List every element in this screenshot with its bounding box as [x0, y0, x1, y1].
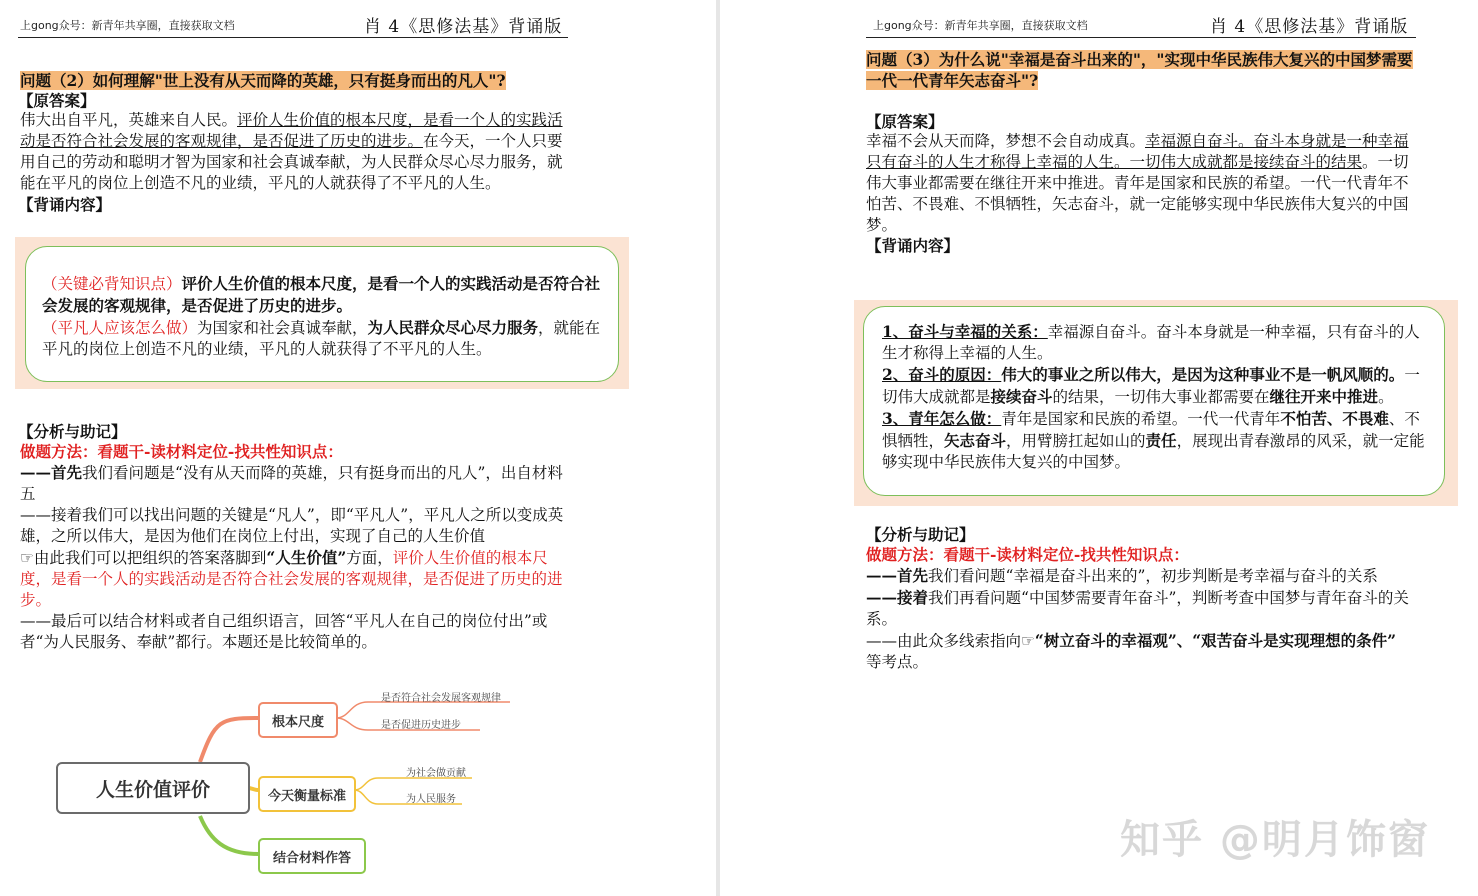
answer-text: 幸福不会从天而降，梦想不会自动成真。幸福源自奋斗。奋斗本身就是一种幸福只有奋斗的人生才称得上幸福的人生。一切伟大成就都是接续奋斗的结果。一切伟大事业都需要在继往开来中推进。青年是国家和民族的希望。一代一代青年不怕苦、不畏难、不惧牺牲，矢志奋斗，就一定能够实现中华民族伟大复兴的中国梦。	[866, 132, 1409, 234]
question-title: 问题（2）如何理解"世上没有从天而降的英雄，只有挺身而出的凡人"?	[20, 71, 506, 90]
connector-root-n3	[200, 816, 258, 854]
mindmap-leaf: 是否符合社会发展客观规律	[381, 693, 501, 704]
recite-label: 【背诵内容】	[866, 236, 960, 255]
mindmap-leaf: 为人民服务	[406, 794, 456, 805]
recite-label: 【背诵内容】	[18, 195, 112, 214]
analysis-label: 【分析与助记】	[18, 422, 127, 441]
mindmap-node-fundamental-scale: 根本尺度	[258, 702, 338, 738]
question-title: 问题（3）为什么说"幸福是奋斗出来的"，"实现中华民族伟大复兴的中国梦需要一代一代青年矢志奋斗"?	[866, 50, 1413, 90]
hand-pointer-icon: ☞	[20, 549, 34, 567]
mindmap-leaf: 为社会做贡献	[406, 768, 466, 779]
recite-box: 1、奋斗与幸福的关系：幸福源自奋斗。奋斗本身就是一种幸福，只有奋斗的人生才称得上幸福的人生。 2、奋斗的原因：伟大的事业之所以伟大，是因为这种事业不是一帆风顺的。一切伟大成就都是接续奋斗的结果，一切伟大事业都需要在继往开来中推进。 3、青年怎么做：青年是国家和民族的希望。一代一代青年不怕苦、不畏难、不惧牺牲，矢志奋斗，用臂膀扛起如山的责任，展现出青春激昂的风采，就一定能够实现中华民族伟大复兴的中国梦。	[863, 306, 1445, 496]
connector-root-n1	[200, 718, 258, 762]
mindmap-leaf: 是否促进历史进步	[381, 720, 461, 731]
answer-label: 【原答案】	[866, 112, 944, 131]
header-title: 肖 4《思修法基》背诵版	[1210, 17, 1409, 37]
header-rule	[18, 37, 568, 38]
mindmap-node-today-standard: 今天衡量标准	[258, 776, 356, 812]
method-line: 做题方法：看题干-读材料定位-找共性知识点：	[20, 442, 343, 461]
mindmap-node-answer-with-material: 结合材料作答	[258, 838, 366, 874]
analysis-text: ——首先我们看问题“幸福是奋斗出来的”，初步判断是考幸福与奋斗的关系 ——接着我们再看问题“中国梦需要青年奋斗”，判断考查中国梦与青年奋斗的关系。 ——由此众多线索指向☞“树立奋斗的幸福观”、“艰苦奋斗是实现理想的条件” 等考点。	[866, 566, 1409, 671]
hand-pointer-icon: ☞	[1021, 632, 1035, 650]
zhihu-watermark: 知乎 @明月饰窗	[1120, 817, 1430, 863]
method-line: 做题方法：看题干-读材料定位-找共性知识点：	[866, 545, 1189, 564]
document-page-left	[0, 0, 716, 896]
mindmap-root: 人生价值评价	[56, 762, 250, 814]
recite-box: （关键必背知识点）评价人生价值的根本尺度，是看一个人的实践活动是否符合社会发展的客观规律，是否促进了历史的进步。 （平凡人应该怎么做）为国家和社会真诚奉献，为人民群众尽心尽力服务，就能在平凡的岗位上创造不凡的业绩，平凡的人就获得了不平凡的人生。	[25, 246, 619, 382]
analysis-label: 【分析与助记】	[866, 525, 975, 544]
header-rule	[866, 37, 1416, 38]
document-page-right	[720, 0, 1478, 896]
header-note: 上gong众号：新青年共享圈，直接获取文档	[20, 19, 235, 32]
header-title: 肖 4《思修法基》背诵版	[364, 17, 563, 37]
header-note: 上gong众号：新青年共享圈，直接获取文档	[873, 19, 1088, 32]
answer-text: 伟大出自平凡，英雄来自人民。评价人生价值的根本尺度，是看一个人的实践活动是否符合社会发展的客观规律，是否促进了历史的进步。在今天，一个人只要用自己的劳动和聪明才智为国家和社会真诚奉献，为人民群众尽心尽力服务，就能在平凡的岗位上创造不凡的业绩，平凡的人就获得了不平凡的人生。	[20, 111, 563, 192]
analysis-text: ——首先我们看问题是“没有从天而降的英雄，只有挺身而出的凡人”，出自材料五 ——接着我们可以找出问题的关键是“凡人”，即“平凡人”，平凡人之所以变成英雄，之所以伟大，是因为他们在岗位上付出，实现了自己的人生价值 ☞由此我们可以把组织的答案落脚到“人生价值”方面，评价人生价值的根本尺度，是看一个人的实践活动是否符合社会发展的客观规律，是否促进了历史的进步。 ——最后可以结合材料或者自己组织语言，回答“平凡人在自己的岗位付出”或者“为人民服务、奉献”都行。本题还是比较简单的。	[20, 463, 564, 651]
answer-label: 【原答案】	[18, 91, 96, 110]
connector-n2-leaf1	[354, 778, 472, 790]
